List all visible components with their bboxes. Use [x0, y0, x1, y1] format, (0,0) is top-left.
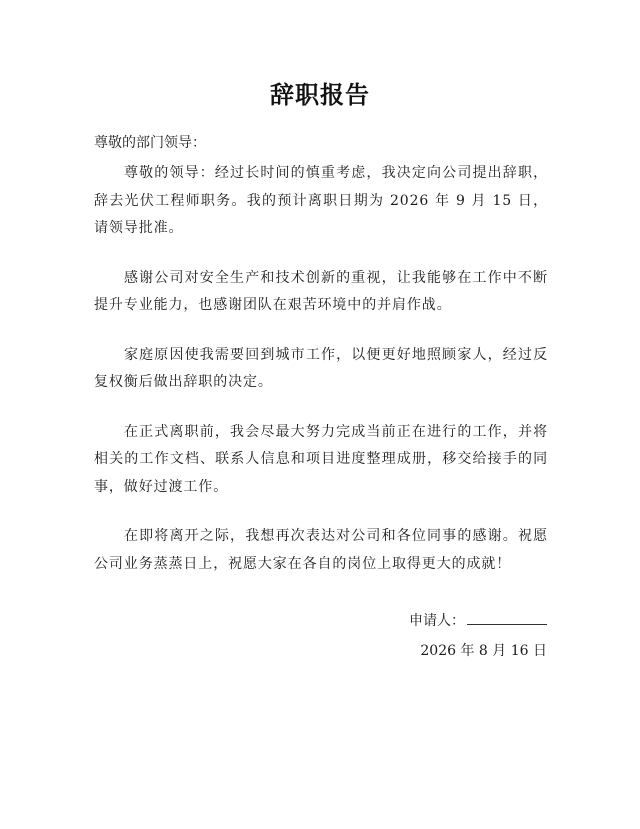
signature-block	[409, 610, 547, 631]
signature-line	[467, 610, 547, 625]
signature-date: 2026 年 8 月 16 日	[420, 643, 547, 659]
paragraph-resignation-request: 尊敬的领导：经过长时间的慎重考虑，我决定向公司提出辞职，辞去光伏工程师职务。我的预计离职日期为 2026 年 9 月 15 日，请领导批准。	[94, 165, 548, 236]
paragraph-gratitude: 感谢公司对安全生产和技术创新的重视，让我能够在工作中不断提升专业能力，也感谢团队在艰苦环境中的并肩作战。	[94, 269, 548, 313]
paragraph-reason: 家庭原因使我需要回到城市工作，以便更好地照顾家人，经过反复权衡后做出辞职的决定。	[94, 346, 548, 390]
document-title: 辞职报告	[270, 81, 370, 109]
paragraph-handover: 在正式离职前，我会尽最大努力完成当前正在进行的工作，并将相关的工作文档、联系人信息和项目进度整理成册，移交给接手的同事，做好过渡工作。	[94, 423, 548, 495]
letter-body	[94, 160, 548, 600]
applicant-label: 申请人：	[409, 613, 465, 629]
salutation: 尊敬的部门领导：	[94, 135, 206, 151]
paragraph-closing: 在即将离开之际，我想再次表达对公司和各位同事的感谢。祝愿公司业务蒸蒸日上，祝愿大家在各自的岗位上取得更大的成就！	[94, 528, 548, 572]
